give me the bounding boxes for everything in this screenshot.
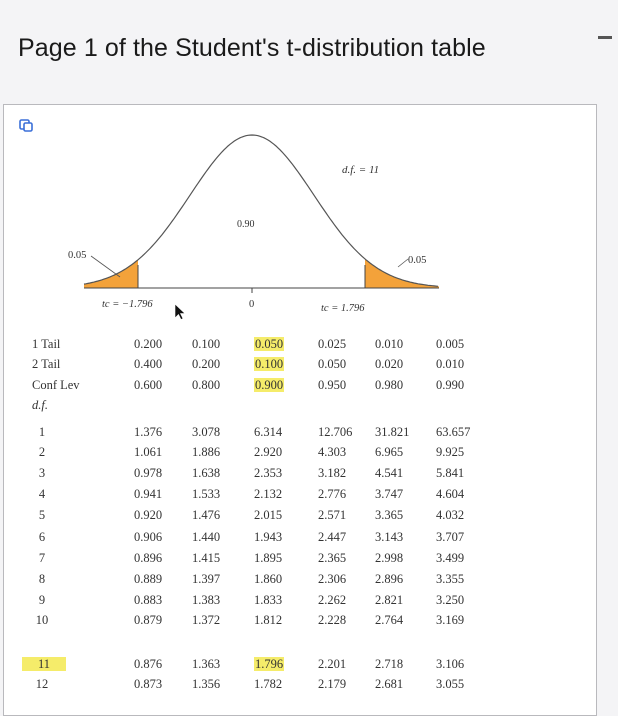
df-value: 9 [38,593,46,607]
header-value: 0.200 [192,357,221,371]
header-value: 0.200 [134,337,163,351]
table-cell: 1.415 [192,551,221,565]
df-value: 2 [38,445,46,459]
table-cell: 3.747 [375,487,404,501]
table-cell: 0.896 [134,551,163,565]
table-cell: 2.718 [375,657,404,671]
table-cell: 2.776 [318,487,347,501]
table-cell: 3.078 [192,425,221,439]
table-cell: 2.764 [375,613,404,627]
table-cell: 2.306 [318,572,347,586]
table-cell: 0.941 [134,487,163,501]
left-crit-label: tc = −1.796 [102,299,153,310]
header-value: 0.990 [436,378,465,392]
table-cell: 1.383 [192,593,221,607]
table-cell: 3.355 [436,572,465,586]
table-cell: 2.998 [375,551,404,565]
table-cell: 0.879 [134,613,163,627]
table-cell: 1.476 [192,508,221,522]
table-cell: 2.132 [254,487,283,501]
df-value: 3 [38,466,46,480]
table-image-panel [3,104,597,716]
right-crit-label: tc = 1.796 [321,303,365,314]
table-cell: 5.841 [436,466,465,480]
table-cell: 31.821 [375,425,410,439]
header-value: 0.100 [255,357,284,371]
header-value: 0.400 [134,357,163,371]
table-cell: 9.925 [436,445,465,459]
table-cell: 1.833 [254,593,283,607]
df-value: 7 [38,551,46,565]
table-cell: 1.638 [192,466,221,480]
header-value: 0.010 [375,337,404,351]
table-cell: 4.032 [436,508,465,522]
table-cell: 4.541 [375,466,404,480]
table-cell: 3.182 [318,466,347,480]
header-value: 0.900 [255,378,284,392]
table-cell: 3.250 [436,593,465,607]
table-cell: 2.262 [318,593,347,607]
table-cell: 3.143 [375,530,404,544]
header-value: 0.980 [375,378,404,392]
header-value: 0.050 [318,357,347,371]
zero-label: 0 [249,299,255,310]
table-cell: 1.372 [192,613,221,627]
table-cell: 0.978 [134,466,163,480]
table-cell: 1.356 [192,677,221,691]
table-cell: 1.796 [255,657,284,671]
table-cell: 1.860 [254,572,283,586]
table-cell: 1.440 [192,530,221,544]
header-value: 0.010 [436,357,465,371]
table-cell: 2.681 [375,677,404,691]
table-cell: 1.782 [254,677,283,691]
header-value: 0.800 [192,378,221,392]
left-tail-area-label: 0.05 [68,250,87,261]
table-cell: 2.179 [318,677,347,691]
header-value: 0.950 [318,378,347,392]
table-cell: 1.533 [192,487,221,501]
table-cell: 1.886 [192,445,221,459]
table-cell: 0.920 [134,508,163,522]
table-cell: 0.889 [134,572,163,586]
df-value: 10 [35,613,49,627]
header-value: 0.025 [318,337,347,351]
table-cell: 2.201 [318,657,347,671]
table-cell: 1.943 [254,530,283,544]
table-cell: 1.895 [254,551,283,565]
table-cell: 2.571 [318,508,347,522]
right-tail-area-label: 0.05 [408,255,427,266]
table-cell: 0.876 [134,657,163,671]
header-label: 1 Tail [32,337,61,351]
table-cell: 4.604 [436,487,465,501]
df-value: 6 [38,530,46,544]
table-cell: 63.657 [436,425,471,439]
table-cell: 3.055 [436,677,465,691]
table-cell: 1.363 [192,657,221,671]
table-cell: 0.873 [134,677,163,691]
table-cell: 6.314 [254,425,283,439]
df-value: 1 [38,425,46,439]
df-value: 8 [38,572,46,586]
page-title: Page 1 of the Student's t-distribution table [18,34,486,62]
table-cell: 1.812 [254,613,283,627]
table-cell: 1.397 [192,572,221,586]
table-cell: 2.228 [318,613,347,627]
df-label: d.f. = 11 [342,164,380,176]
table-cell: 2.920 [254,445,283,459]
table-cell: 2.821 [375,593,404,607]
table-cell: 1.376 [134,425,163,439]
table-cell: 2.365 [318,551,347,565]
minimize-icon[interactable] [598,36,612,39]
header-value: 0.050 [255,337,284,351]
table-cell: 1.061 [134,445,163,459]
header-value: 0.600 [134,378,163,392]
header-label: Conf Lev [32,378,80,392]
header-label: 2 Tail [32,357,61,371]
table-cell: 3.169 [436,613,465,627]
table-cell: 0.883 [134,593,163,607]
table-cell: 3.707 [436,530,465,544]
center-area-label: 0.90 [237,219,255,230]
header-value: 0.020 [375,357,404,371]
table-cell: 3.499 [436,551,465,565]
df-value: 4 [38,487,46,501]
df-value: 12 [35,677,49,691]
table-cell: 4.303 [318,445,347,459]
table-cell: 2.015 [254,508,283,522]
table-cell: 0.906 [134,530,163,544]
table-cell: 3.106 [436,657,465,671]
header-value: 0.100 [192,337,221,351]
table-cell: 6.965 [375,445,404,459]
header-value: 0.005 [436,337,465,351]
t-table [4,105,596,715]
df-value: 11 [22,657,66,671]
table-cell: 2.896 [375,572,404,586]
df-header: d.f. [32,398,48,412]
df-value: 5 [38,508,46,522]
table-cell: 12.706 [318,425,353,439]
table-cell: 2.447 [318,530,347,544]
table-cell: 3.365 [375,508,404,522]
table-cell: 2.353 [254,466,283,480]
